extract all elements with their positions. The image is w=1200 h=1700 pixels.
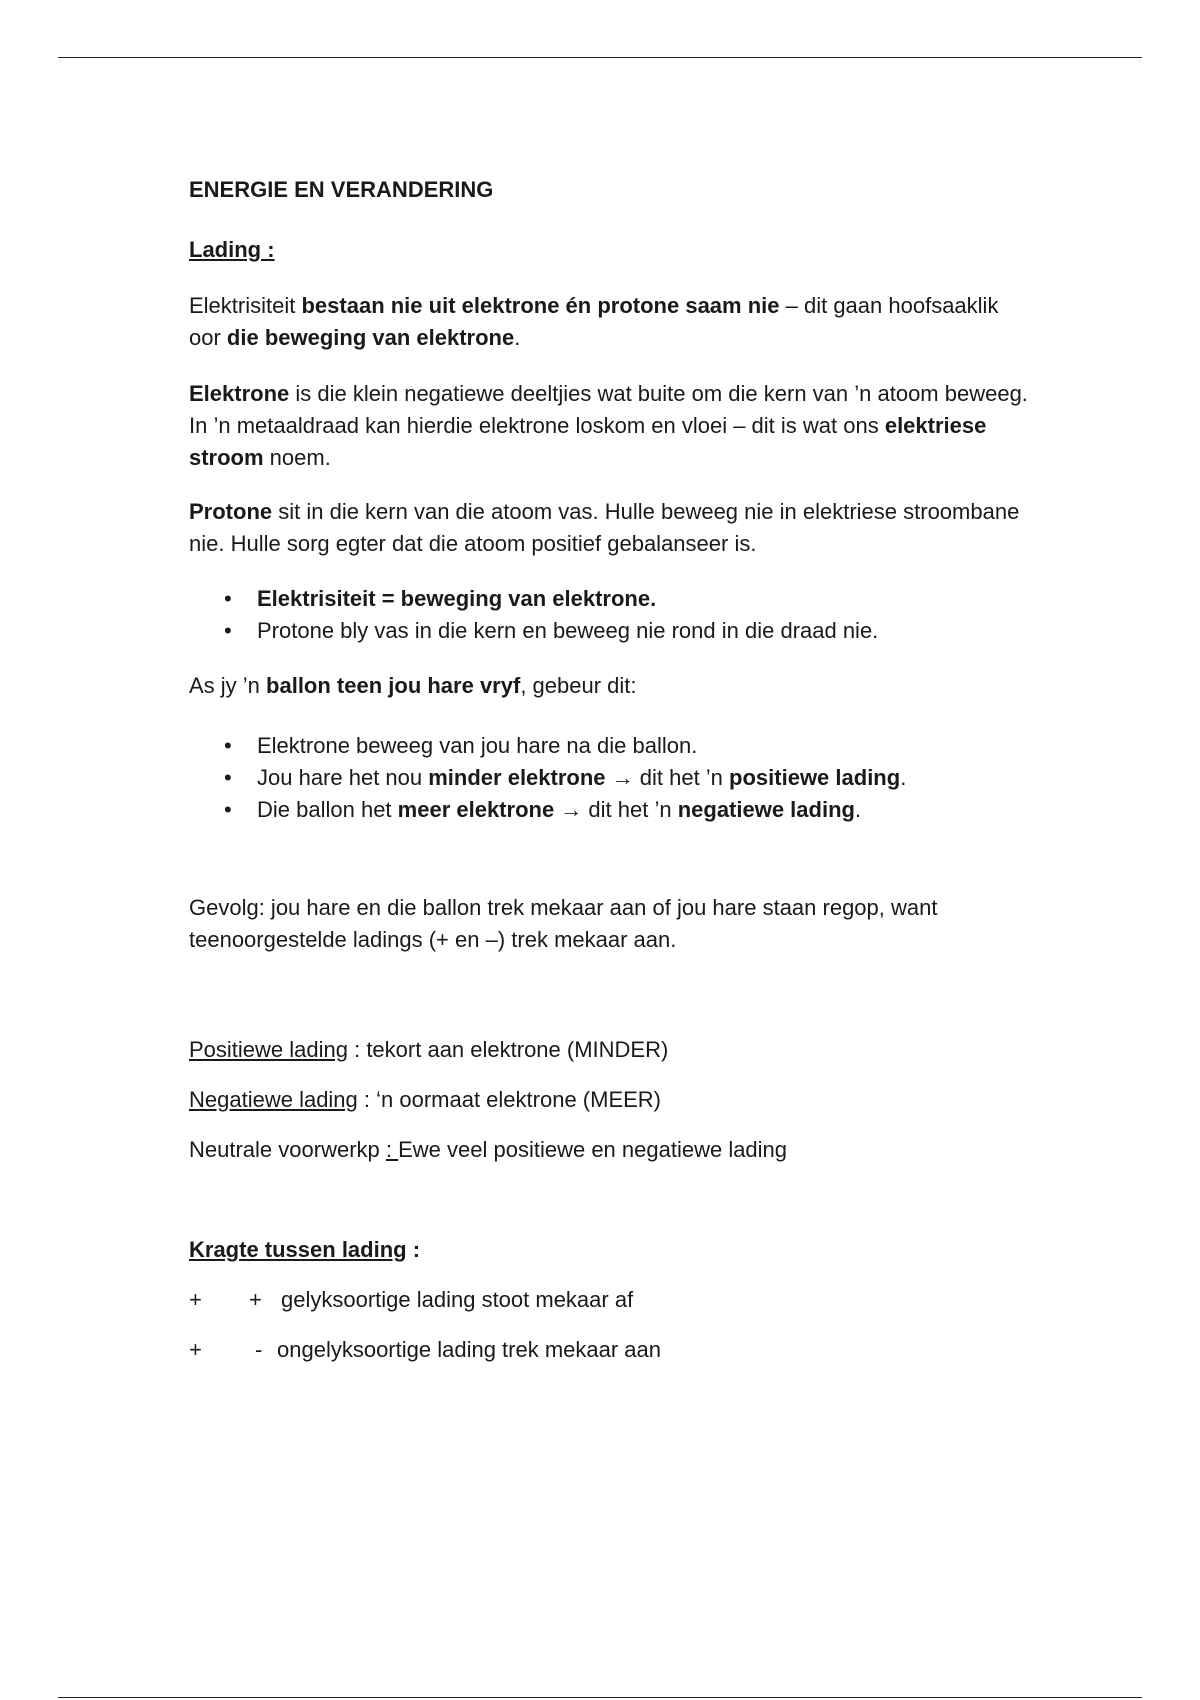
- bold-text: meer elektrone: [397, 797, 555, 822]
- top-rule: [58, 57, 1142, 58]
- bullet-icon: •: [224, 797, 232, 822]
- bold-text: positiewe lading: [729, 765, 901, 790]
- bullet-icon: •: [224, 733, 232, 758]
- bold-text: ballon teen jou hare vryf: [266, 673, 521, 698]
- text: Ewe veel positiewe en negatiewe lading: [398, 1137, 788, 1162]
- term: Positiewe lading: [189, 1037, 348, 1062]
- term: Neutrale voorwerkp: [189, 1137, 386, 1162]
- text: , gebeur dit:: [520, 673, 637, 698]
- text: → dit het ’n: [605, 765, 730, 790]
- text: .: [900, 765, 907, 790]
- lading-heading: Lading :: [189, 237, 275, 262]
- list-item: [189, 583, 1029, 615]
- list-item: [189, 794, 1029, 826]
- bullet-list-summary: [189, 583, 1029, 647]
- bullet-list-balloon: [189, 730, 1029, 826]
- definition-neutral: [189, 1134, 1029, 1166]
- bold-text: Elektrone: [189, 381, 290, 406]
- bold-text: die beweging van elektrone: [226, 325, 515, 350]
- text: Elektrisiteit: [189, 293, 302, 318]
- list-item: [189, 762, 1029, 794]
- bold-text: bestaan nie uit elektrone én protone saam nie: [301, 293, 780, 318]
- bullet-icon: •: [224, 765, 232, 790]
- text: is die klein negatiewe deeltjies wat buite om die kern van ’n atoom beweeg. In ’n metaaldraad kan hierdie elektrone loskom en vloei – dit is wat ons: [189, 381, 1028, 438]
- charge-symbol: +: [189, 1337, 202, 1362]
- charge-symbol: +: [249, 1287, 262, 1312]
- text: sit in die kern van die atoom vas. Hulle beweeg nie in elektriese stroombane nie. Hulle sorg egter dat die atoom positief gebalanseer is.: [189, 499, 1020, 556]
- bullet-icon: •: [224, 618, 232, 643]
- charge-symbol: -: [255, 1337, 263, 1362]
- definition-negative: [189, 1084, 1029, 1116]
- text: : tekort aan elektrone (MINDER): [347, 1037, 669, 1062]
- text: Elektrone beweeg van jou hare na die ballon.: [257, 733, 698, 758]
- text: .: [854, 797, 862, 822]
- text: Protone bly vas in die kern en beweeg nie rond in die draad nie.: [257, 618, 879, 643]
- force-description: gelyksoortige lading stoot mekaar af: [281, 1287, 634, 1312]
- text: → dit het ’n: [554, 797, 678, 822]
- paragraph-balloon: [189, 670, 1029, 702]
- list-item: [189, 730, 1029, 762]
- bold-text: minder elektrone: [428, 765, 606, 790]
- heading-suffix: :: [406, 1237, 421, 1262]
- paragraph-protons: [189, 496, 1029, 560]
- text: : ‘n oormaat elektrone (MEER): [357, 1087, 662, 1112]
- bold-text: negatiewe lading: [677, 797, 855, 822]
- bold-text: Protone: [189, 499, 273, 524]
- definition-positive: [189, 1034, 1029, 1066]
- text: .: [514, 325, 521, 350]
- bold-text: Elektrisiteit = beweging van elektrone.: [257, 586, 657, 611]
- charge-symbol: +: [189, 1287, 202, 1312]
- text: noem.: [263, 445, 331, 470]
- text: Die ballon het: [257, 797, 398, 822]
- force-description: ongelyksoortige lading trek mekaar aan: [277, 1337, 662, 1362]
- document-title: ENERGIE EN VERANDERING: [189, 177, 494, 202]
- colon: :: [385, 1137, 399, 1162]
- section-heading-lading: [189, 234, 1029, 266]
- paragraph-electrons: [189, 378, 1029, 474]
- text: Jou hare het nou: [257, 765, 429, 790]
- heading-text: Kragte tussen lading: [189, 1237, 407, 1262]
- paragraph-result: Gevolg: jou hare en die ballon trek mekaar aan of jou hare staan regop, want teenoorgestelde ladings (+ en –) trek mekaar aan.: [189, 895, 938, 952]
- paragraph-electricity: [189, 290, 1029, 354]
- text: As jy ’n: [189, 673, 267, 698]
- list-item: [189, 615, 1029, 647]
- bullet-icon: •: [224, 586, 232, 611]
- term: Negatiewe lading: [189, 1087, 358, 1112]
- bottom-rule: [58, 1697, 1142, 1698]
- bold-text: elektriese stroom: [189, 413, 987, 470]
- forces-heading: [189, 1234, 1029, 1266]
- text: – dit gaan hoofsaaklik oor: [189, 293, 999, 350]
